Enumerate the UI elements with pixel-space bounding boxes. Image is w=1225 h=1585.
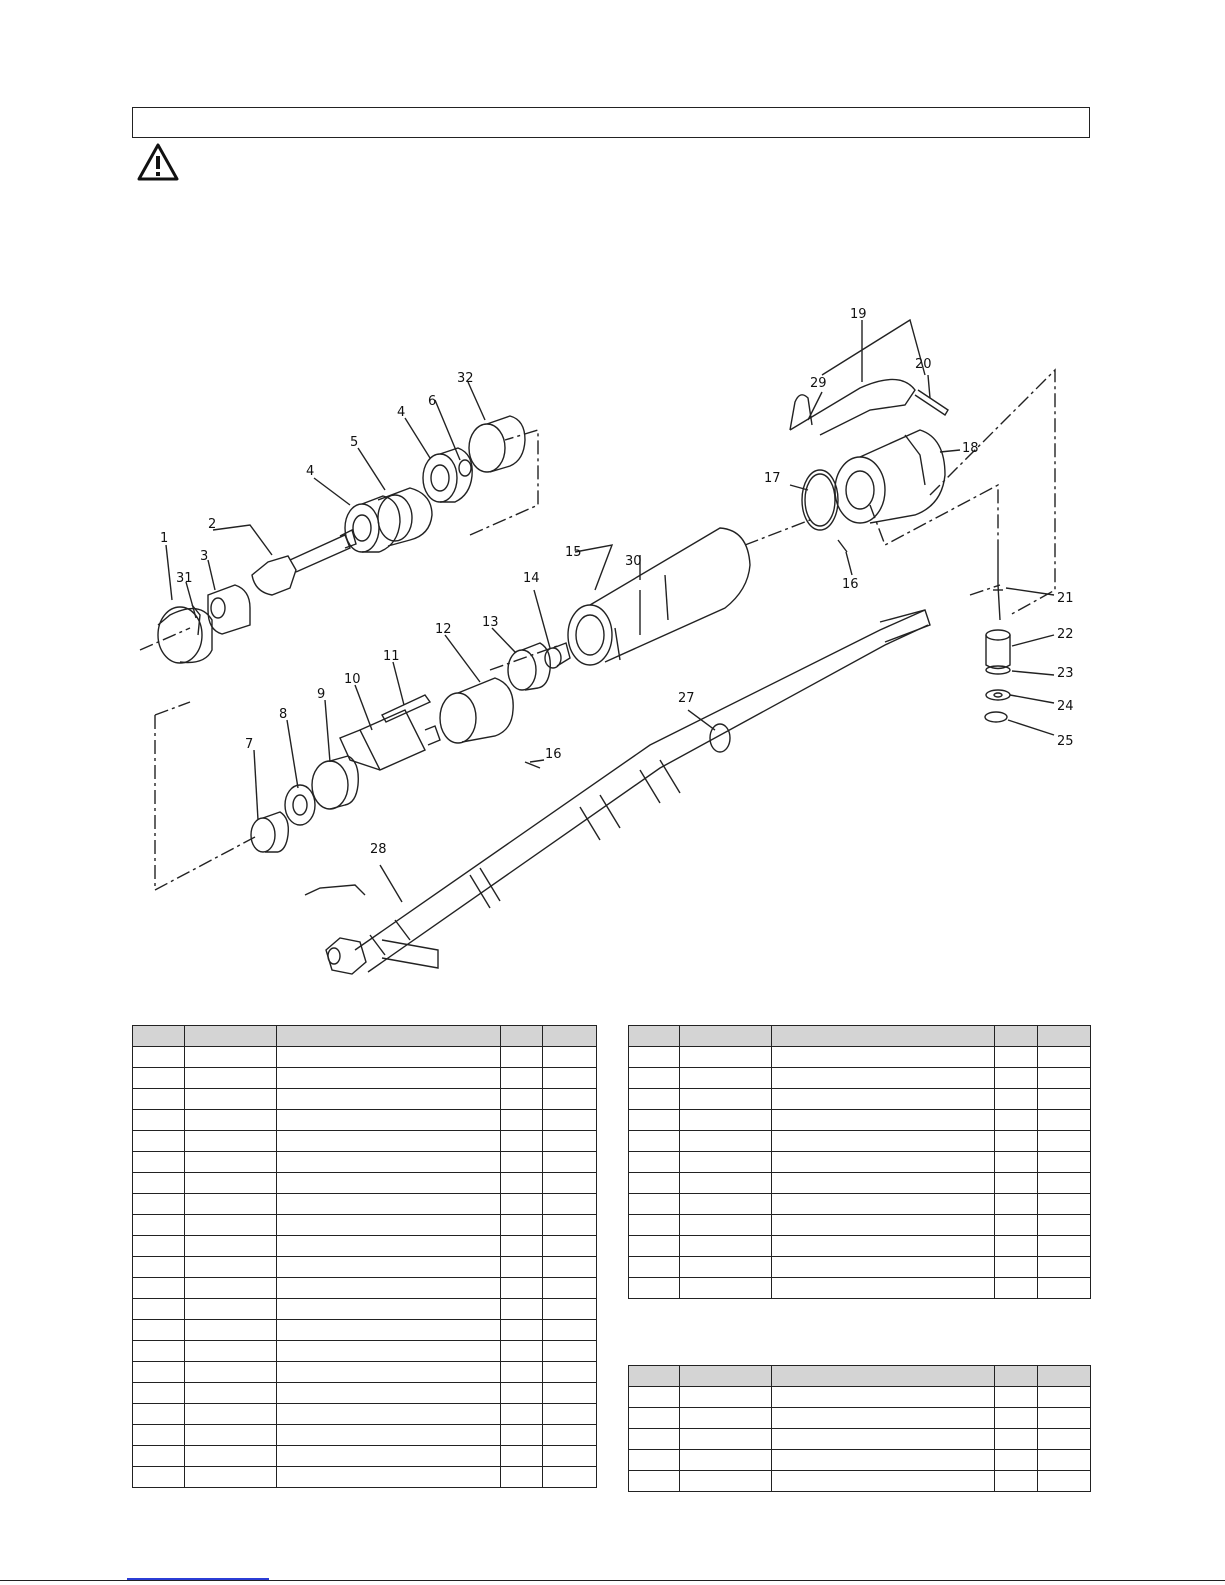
table-cell (276, 1320, 500, 1341)
table-cell (995, 1215, 1037, 1236)
table-cell (629, 1387, 680, 1408)
table-cell (184, 1320, 276, 1341)
table-cell (771, 1429, 994, 1450)
table-row (629, 1215, 1091, 1236)
table-cell (543, 1404, 597, 1425)
table-cell (771, 1047, 994, 1068)
table-cell (1037, 1215, 1090, 1236)
table-cell (543, 1320, 597, 1341)
table-cell (133, 1299, 185, 1320)
table-cell (1037, 1131, 1090, 1152)
table-body-right-top (629, 1047, 1091, 1299)
table-cell (500, 1320, 542, 1341)
table-row (629, 1110, 1091, 1131)
table-cell (500, 1257, 542, 1278)
table-cell (276, 1278, 500, 1299)
table-cell (1037, 1110, 1090, 1131)
table-cell (133, 1362, 185, 1383)
table-cell (629, 1173, 680, 1194)
table-cell (276, 1215, 500, 1236)
table-cell (1037, 1068, 1090, 1089)
table-cell (276, 1257, 500, 1278)
table-cell (680, 1110, 772, 1131)
callout-10: 10 (344, 672, 361, 687)
table-cell (771, 1450, 994, 1471)
parts-table-right-bottom (628, 1365, 1091, 1492)
table-cell (133, 1215, 185, 1236)
table-cell (680, 1387, 772, 1408)
table-cell (771, 1131, 994, 1152)
table-cell (133, 1257, 185, 1278)
table-cell (629, 1152, 680, 1173)
table-cell (133, 1194, 185, 1215)
table-row (133, 1047, 597, 1068)
table-cell (184, 1194, 276, 1215)
callout-2: 2 (208, 517, 217, 532)
callout-24: 24 (1057, 699, 1074, 714)
table-cell (543, 1341, 597, 1362)
table-cell (133, 1341, 185, 1362)
table-cell (629, 1278, 680, 1299)
table-cell (500, 1404, 542, 1425)
table-cell (184, 1089, 276, 1110)
table-cell (500, 1278, 542, 1299)
table-row (629, 1236, 1091, 1257)
table-cell (133, 1383, 185, 1404)
table-row (133, 1383, 597, 1404)
table-row (629, 1131, 1091, 1152)
table-row (629, 1047, 1091, 1068)
table-cell (771, 1110, 994, 1131)
table-cell (680, 1089, 772, 1110)
table-cell (184, 1257, 276, 1278)
table-cell (133, 1173, 185, 1194)
callout-28: 28 (370, 842, 387, 857)
table-cell (1037, 1429, 1090, 1450)
table-header-row (629, 1366, 1091, 1387)
table-cell (680, 1236, 772, 1257)
table-cell (276, 1236, 500, 1257)
table-cell (771, 1408, 994, 1429)
table-cell (184, 1341, 276, 1362)
table-cell (184, 1047, 276, 1068)
callout-5: 5 (350, 435, 359, 450)
callout-7: 7 (245, 737, 254, 752)
table-cell (276, 1425, 500, 1446)
table-cell (771, 1194, 994, 1215)
table-row (629, 1471, 1091, 1492)
table-cell (629, 1471, 680, 1492)
table-cell (500, 1299, 542, 1320)
table-cell (995, 1450, 1037, 1471)
table-cell (500, 1341, 542, 1362)
table-row (133, 1467, 597, 1488)
table-cell (133, 1047, 185, 1068)
parts-table-right-top (628, 1025, 1091, 1299)
table-cell (995, 1047, 1037, 1068)
table-row (629, 1089, 1091, 1110)
table-row (133, 1278, 597, 1299)
table-cell (500, 1383, 542, 1404)
table-row (629, 1257, 1091, 1278)
table-cell (1037, 1257, 1090, 1278)
table-cell (133, 1425, 185, 1446)
table-cell (543, 1110, 597, 1131)
table-cell (184, 1383, 276, 1404)
callout-8: 8 (279, 707, 288, 722)
table-cell (771, 1471, 994, 1492)
table-row (629, 1387, 1091, 1408)
footer-rule (0, 1580, 1225, 1581)
table-cell (771, 1152, 994, 1173)
table-cell (771, 1257, 994, 1278)
table-cell (771, 1089, 994, 1110)
table-cell (1037, 1236, 1090, 1257)
table-cell (184, 1362, 276, 1383)
table-cell (184, 1173, 276, 1194)
table-cell (543, 1278, 597, 1299)
table-cell (543, 1089, 597, 1110)
parts-table-left (132, 1025, 597, 1488)
table-cell (1037, 1173, 1090, 1194)
callout-21: 21 (1057, 591, 1074, 606)
table-cell (500, 1089, 542, 1110)
table-cell (995, 1068, 1037, 1089)
table-cell (133, 1278, 185, 1299)
table-cell (771, 1173, 994, 1194)
table-cell (543, 1362, 597, 1383)
table-cell (629, 1089, 680, 1110)
table-cell (995, 1194, 1037, 1215)
table-cell (543, 1131, 597, 1152)
table-cell (995, 1257, 1037, 1278)
table-cell (276, 1383, 500, 1404)
table-row (629, 1173, 1091, 1194)
table-cell (500, 1236, 542, 1257)
callout-3: 3 (200, 549, 209, 564)
table-row (133, 1089, 597, 1110)
table-cell (1037, 1278, 1090, 1299)
table-cell (629, 1110, 680, 1131)
table-cell (995, 1387, 1037, 1408)
callout-17: 17 (764, 471, 781, 486)
callout-4a: 4 (306, 464, 315, 479)
callout-14: 14 (523, 571, 540, 586)
exploded-parts-diagram (0, 290, 1225, 1000)
table-cell (500, 1152, 542, 1173)
table-cell (133, 1320, 185, 1341)
table-cell (184, 1278, 276, 1299)
table-row (133, 1362, 597, 1383)
table-row (133, 1194, 597, 1215)
table-cell (543, 1299, 597, 1320)
table-cell (276, 1194, 500, 1215)
table-cell (680, 1471, 772, 1492)
table-cell (184, 1236, 276, 1257)
callout-22: 22 (1057, 627, 1074, 642)
footer-link-underline[interactable] (127, 1578, 269, 1580)
table-row (629, 1278, 1091, 1299)
callout-19: 19 (850, 307, 867, 322)
table-row (133, 1299, 597, 1320)
table-cell (680, 1429, 772, 1450)
table-cell (133, 1089, 185, 1110)
callout-23: 23 (1057, 666, 1074, 681)
table-cell (543, 1173, 597, 1194)
table-row (133, 1152, 597, 1173)
table-cell (543, 1425, 597, 1446)
table-row (133, 1446, 597, 1467)
table-body-left (133, 1047, 597, 1488)
warning-triangle-icon (136, 142, 180, 182)
callout-32: 32 (457, 371, 474, 386)
table-cell (629, 1236, 680, 1257)
callout-27: 27 (678, 691, 695, 706)
table-cell (276, 1068, 500, 1089)
table-cell (184, 1425, 276, 1446)
table-header-row (133, 1026, 597, 1047)
table-cell (276, 1089, 500, 1110)
table-cell (184, 1299, 276, 1320)
callout-1: 1 (160, 531, 169, 546)
table-cell (629, 1047, 680, 1068)
table-cell (276, 1131, 500, 1152)
table-body-right-bottom (629, 1387, 1091, 1492)
table-row (133, 1131, 597, 1152)
table-cell (276, 1299, 500, 1320)
table-cell (1037, 1387, 1090, 1408)
table-row (133, 1068, 597, 1089)
table-cell (543, 1467, 597, 1488)
table-row (133, 1173, 597, 1194)
table-cell (680, 1450, 772, 1471)
table-cell (276, 1047, 500, 1068)
table-cell (133, 1068, 185, 1089)
table-cell (133, 1446, 185, 1467)
table-cell (771, 1278, 994, 1299)
table-cell (133, 1467, 185, 1488)
table-cell (543, 1215, 597, 1236)
table-cell (184, 1446, 276, 1467)
table-cell (771, 1215, 994, 1236)
table-cell (500, 1425, 542, 1446)
table-cell (629, 1068, 680, 1089)
table-cell (629, 1194, 680, 1215)
table-cell (500, 1215, 542, 1236)
table-cell (500, 1194, 542, 1215)
table-cell (771, 1236, 994, 1257)
table-cell (543, 1194, 597, 1215)
table-cell (184, 1215, 276, 1236)
table-cell (680, 1278, 772, 1299)
table-cell (1037, 1089, 1090, 1110)
table-cell (771, 1387, 994, 1408)
table-cell (1037, 1408, 1090, 1429)
table-row (629, 1408, 1091, 1429)
table-cell (629, 1429, 680, 1450)
table-cell (543, 1152, 597, 1173)
callout-12: 12 (435, 622, 452, 637)
table-cell (543, 1383, 597, 1404)
callout-18: 18 (962, 441, 979, 456)
table-cell (184, 1131, 276, 1152)
table-cell (995, 1152, 1037, 1173)
title-box (132, 107, 1090, 138)
table-cell (276, 1110, 500, 1131)
table-cell (680, 1257, 772, 1278)
table-row (133, 1236, 597, 1257)
table-cell (629, 1131, 680, 1152)
table-row (133, 1320, 597, 1341)
table-cell (629, 1450, 680, 1471)
table-cell (276, 1152, 500, 1173)
table-cell (543, 1236, 597, 1257)
table-cell (184, 1110, 276, 1131)
callout-15: 15 (565, 545, 582, 560)
table-row (133, 1110, 597, 1131)
table-cell (680, 1194, 772, 1215)
table-cell (500, 1110, 542, 1131)
table-cell (680, 1152, 772, 1173)
table-cell (771, 1068, 994, 1089)
table-cell (184, 1152, 276, 1173)
table-cell (995, 1110, 1037, 1131)
table-cell (184, 1068, 276, 1089)
table-row (629, 1450, 1091, 1471)
table-row (133, 1215, 597, 1236)
table-header-row (629, 1026, 1091, 1047)
table-cell (995, 1471, 1037, 1492)
table-row (629, 1194, 1091, 1215)
table-cell (500, 1068, 542, 1089)
table-cell (995, 1131, 1037, 1152)
table-cell (995, 1278, 1037, 1299)
table-cell (680, 1215, 772, 1236)
callout-13: 13 (482, 615, 499, 630)
table-cell (133, 1236, 185, 1257)
table-cell (680, 1068, 772, 1089)
callout-16a: 16 (545, 747, 562, 762)
table-cell (1037, 1047, 1090, 1068)
callout-25: 25 (1057, 734, 1074, 749)
table-cell (543, 1047, 597, 1068)
table-cell (184, 1467, 276, 1488)
table-cell (276, 1362, 500, 1383)
table-cell (276, 1446, 500, 1467)
table-cell (500, 1362, 542, 1383)
callout-31: 31 (176, 571, 193, 586)
callout-4b: 4 (397, 405, 406, 420)
table-cell (276, 1173, 500, 1194)
table-cell (995, 1429, 1037, 1450)
table-cell (1037, 1471, 1090, 1492)
table-cell (500, 1047, 542, 1068)
table-cell (629, 1408, 680, 1429)
table-row (133, 1425, 597, 1446)
callout-29: 29 (810, 376, 827, 391)
table-cell (500, 1467, 542, 1488)
table-cell (995, 1408, 1037, 1429)
table-cell (680, 1173, 772, 1194)
table-row (133, 1341, 597, 1362)
table-row (133, 1404, 597, 1425)
table-cell (133, 1152, 185, 1173)
callout-20: 20 (915, 357, 932, 372)
table-row (133, 1257, 597, 1278)
table-row (629, 1152, 1091, 1173)
table-cell (995, 1173, 1037, 1194)
table-cell (543, 1068, 597, 1089)
table-cell (629, 1215, 680, 1236)
table-cell (500, 1446, 542, 1467)
table-cell (1037, 1152, 1090, 1173)
table-cell (629, 1257, 680, 1278)
callout-30: 30 (625, 554, 642, 569)
table-cell (995, 1089, 1037, 1110)
table-cell (543, 1257, 597, 1278)
table-cell (995, 1236, 1037, 1257)
table-cell (1037, 1450, 1090, 1471)
table-cell (133, 1131, 185, 1152)
table-cell (500, 1173, 542, 1194)
table-cell (276, 1341, 500, 1362)
table-cell (680, 1408, 772, 1429)
callout-9: 9 (317, 687, 326, 702)
table-cell (184, 1404, 276, 1425)
callout-6: 6 (428, 394, 437, 409)
table-cell (543, 1446, 597, 1467)
table-cell (500, 1131, 542, 1152)
table-cell (276, 1467, 500, 1488)
callout-11: 11 (383, 649, 400, 664)
table-cell (1037, 1194, 1090, 1215)
table-cell (133, 1110, 185, 1131)
table-cell (680, 1131, 772, 1152)
table-row (629, 1068, 1091, 1089)
callout-16b: 16 (842, 577, 859, 592)
table-cell (276, 1404, 500, 1425)
table-row (629, 1429, 1091, 1450)
table-cell (133, 1404, 185, 1425)
table-cell (680, 1047, 772, 1068)
